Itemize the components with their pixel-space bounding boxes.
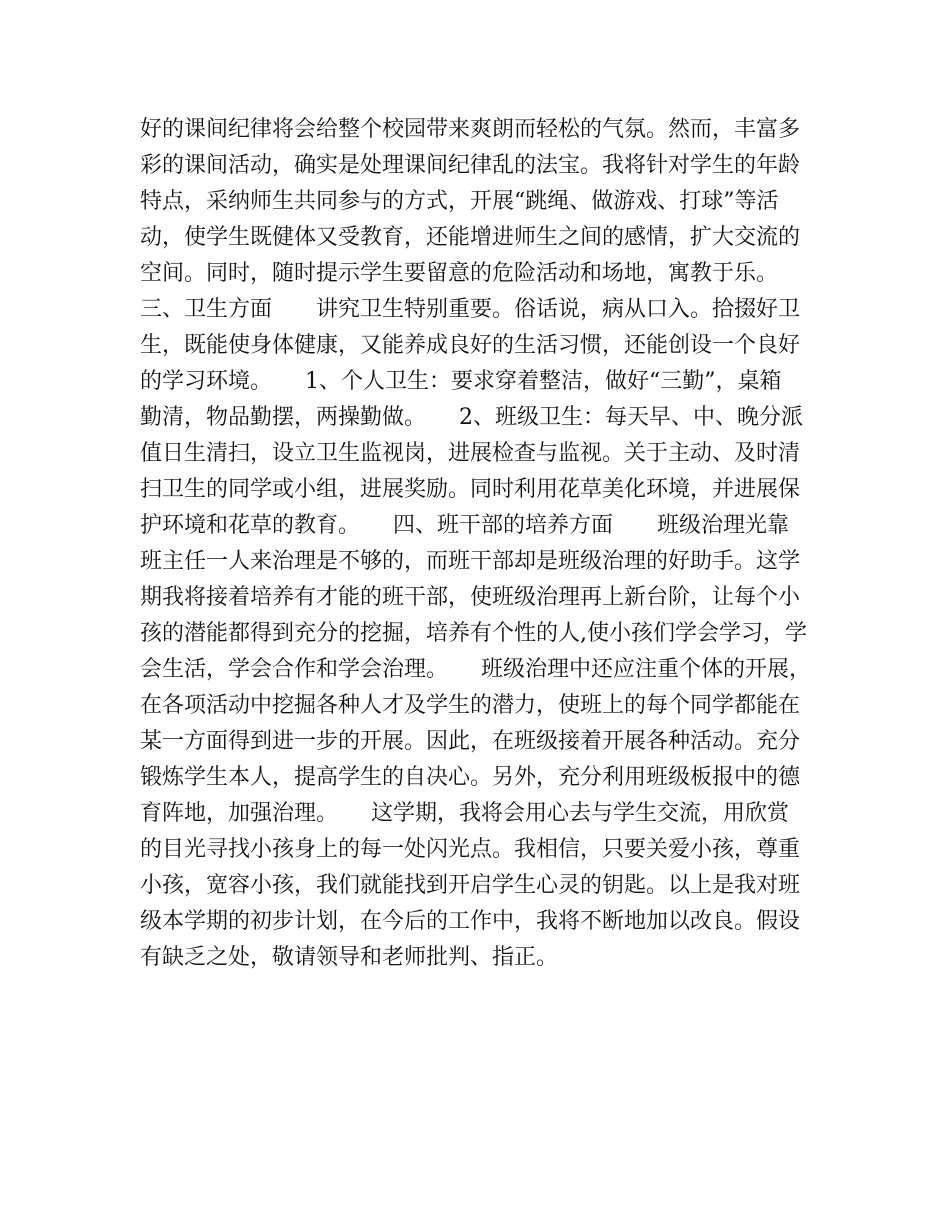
text-line: 的学习环境。 1、个人卫生：要求穿着整洁，做好“三勤”，桌箱 <box>140 369 782 394</box>
text-line: 会生活，学会合作和学会治理。 班级治理中还应注重个体的开展， <box>140 657 812 682</box>
text-line: 护环境和花草的教育。 四、班干部的培养方面 班级治理光靠 <box>140 513 790 538</box>
text-line: 级本学期的初步计划，在今后的工作中，我将不断地加以改良。假设 <box>140 909 801 934</box>
text-line: 扫卫生的同学或小组，进展奖励。同时利用花草美化环境，并进展保 <box>140 477 801 502</box>
text-line: 彩的课间活动，确实是处理课间纪律乱的法宝。我将针对学生的年龄 <box>140 153 801 178</box>
text-line: 的目光寻找小孩身上的每一处闪光点。我相信，只要关爱小孩，尊重 <box>140 837 801 862</box>
text-line: 动，使学生既健体又受教育，还能增进师生之间的感情，扩大交流的 <box>140 225 801 250</box>
text-line: 生，既能使身体健康，又能养成良好的生活习惯，还能创设一个良好 <box>140 333 801 358</box>
text-line: 孩的潜能都得到充分的挖掘，培养有个性的人,使小孩们学会学习，学 <box>140 621 807 646</box>
text-line: 勤清，物品勤摆，两操勤做。 2、班级卫生：每天早、中、晚分派 <box>140 405 803 430</box>
text-line: 育阵地，加强治理。 这学期，我将会用心去与学生交流，用欣赏 <box>140 801 790 826</box>
text-line: 期我将接着培养有才能的班干部，使班级治理再上新台阶，让每个小 <box>140 585 801 610</box>
text-line: 在各项活动中挖掘各种人才及学生的潜力，使班上的每个同学都能在 <box>140 693 801 718</box>
body-text <box>140 112 830 976</box>
text-line: 某一方面得到进一步的开展。因此，在班级接着开展各种活动。充分 <box>140 729 801 754</box>
text-line: 小孩，宽容小孩，我们就能找到开启学生心灵的钥匙。以上是我对班 <box>140 873 801 898</box>
text-line: 班主任一人来治理是不够的，而班干部却是班级治理的好助手。这学 <box>140 549 801 574</box>
text-line: 值日生清扫，设立卫生监视岗，进展检查与监视。关于主动、及时清 <box>140 441 801 466</box>
text-line: 空间。同时，随时提示学生要留意的危险活动和场地，寓教于乐。 <box>140 261 779 286</box>
text-line: 三、卫生方面 讲究卫生特别重要。俗话说，病从口入。拾掇好卫 <box>140 297 801 322</box>
text-line: 好的课间纪律将会给整个校园带来爽朗而轻松的气氛。然而，丰富多 <box>140 117 801 142</box>
text-line: 有缺乏之处，敬请领导和老师批判、指正。 <box>140 945 559 970</box>
text-line: 锻炼学生本人，提高学生的自决心。另外，充分利用班级板报中的德 <box>140 765 801 790</box>
text-line: 特点，采纳师生共同参与的方式，开展“跳绳、做游戏、打球”等活 <box>140 189 779 214</box>
